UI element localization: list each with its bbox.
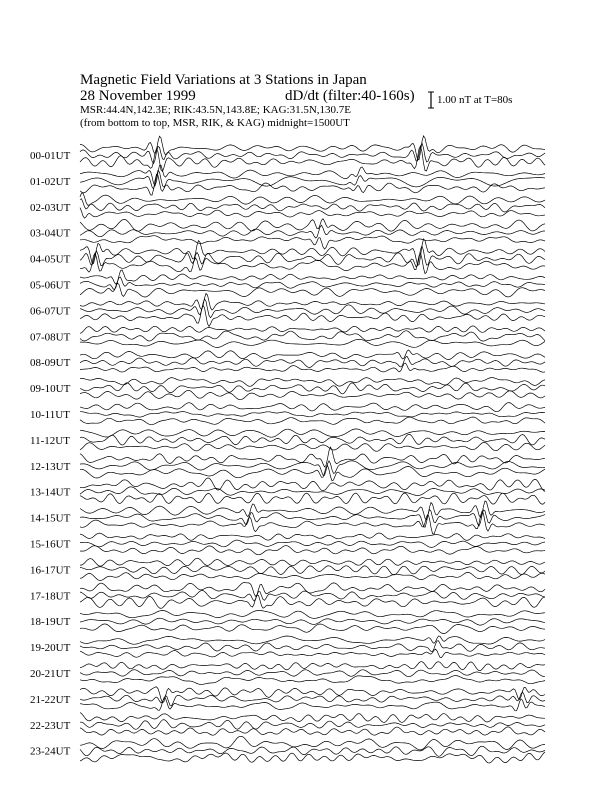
hour-row-label: 12-13UT [30, 460, 71, 473]
trace-rik [80, 246, 545, 267]
trace-kag [80, 326, 545, 333]
hour-row-label: 07-08UT [30, 331, 71, 344]
trace-msr [80, 676, 545, 685]
hour-row-label: 02-03UT [30, 201, 71, 214]
station-traces [80, 136, 545, 763]
hour-row-label: 06-07UT [30, 305, 71, 318]
station-coordinates: MSR:44.4N,142.3E; RIK:43.5N,143.8E; KAG:31.5N,130.7E [80, 104, 352, 116]
trace-msr [80, 624, 545, 634]
scale-bar [428, 92, 434, 108]
hour-row-label: 10-11UT [30, 409, 70, 421]
trace-kag [80, 533, 545, 540]
trace-msr [80, 546, 545, 555]
hour-row-label: 22-23UT [30, 719, 71, 732]
trace-msr [80, 443, 545, 452]
trace-rik [80, 461, 545, 476]
hour-row-label: 13-14UT [30, 486, 71, 499]
trace-msr [80, 493, 545, 504]
trace-msr [80, 339, 545, 347]
trace-rik [80, 591, 545, 601]
trace-rik [80, 641, 545, 652]
trace-rik [80, 566, 545, 575]
hour-row-label: 14-15UT [30, 512, 71, 525]
trace-kag [80, 219, 545, 232]
hour-row-label: 08-09UT [30, 357, 71, 370]
hour-row-label: 09-10UT [30, 383, 71, 396]
hour-row-label: 18-19UT [30, 616, 71, 629]
trace-rik [80, 171, 545, 189]
trace-kag [80, 293, 545, 310]
trace-rik [80, 670, 545, 677]
hour-row-label: 16-17UT [30, 564, 71, 577]
trace-msr [80, 511, 545, 534]
trace-kag [80, 378, 545, 387]
chart-title: Magnetic Field Variations at 3 Stations in Japan [80, 72, 367, 88]
trace-rik [80, 356, 545, 367]
trace-kag [80, 610, 545, 618]
trace-msr [80, 698, 545, 711]
station-order-note: (from bottom to top, MSR, RIK, & KAG) midnight=1500UT [80, 117, 350, 129]
trace-kag [80, 478, 545, 491]
trace-kag [80, 662, 545, 671]
quantity-label: dD/dt (filter:40-160s) [285, 88, 415, 104]
trace-rik [80, 540, 545, 547]
trace-msr [80, 595, 545, 608]
hour-row-label: 19-20UT [30, 642, 71, 655]
trace-kag [80, 350, 545, 360]
trace-kag [80, 447, 545, 467]
trace-rik [80, 331, 545, 341]
trace-msr [80, 146, 545, 172]
trace-kag [80, 736, 545, 750]
hour-row-label: 20-21UT [30, 668, 71, 680]
trace-msr [80, 752, 545, 763]
trace-kag [80, 636, 545, 644]
hour-row-label: 11-12UT [30, 434, 70, 447]
trace-kag [80, 429, 545, 437]
trace-msr [80, 208, 545, 219]
trace-msr [80, 572, 545, 580]
trace-msr [80, 417, 545, 425]
date-label: 28 November 1999 [80, 88, 196, 104]
hour-row-label: 21-22UT [30, 693, 71, 706]
trace-kag [80, 165, 545, 186]
trace-msr [80, 466, 545, 481]
hour-row-label: 04-05UT [30, 253, 71, 266]
trace-msr [80, 236, 545, 249]
trace-msr [80, 390, 545, 399]
trace-msr [80, 174, 545, 195]
hour-row-label: 23-24UT [30, 745, 71, 758]
trace-kag [80, 558, 545, 566]
trace-rik [80, 746, 545, 756]
trace-msr [80, 363, 545, 372]
trace-msr [80, 649, 545, 658]
trace-kag [80, 403, 545, 412]
hour-row-label: 05-06UT [30, 279, 71, 292]
trace-rik [80, 487, 545, 496]
trace-rik [80, 618, 545, 625]
trace-msr [80, 253, 545, 274]
trace-rik [80, 720, 545, 730]
trace-msr [80, 305, 545, 326]
trace-rik [80, 692, 545, 706]
trace-kag [80, 193, 545, 205]
hour-row-labels [30, 150, 71, 758]
trace-rik [80, 412, 545, 418]
scale-bar-label: 1.00 nT at T=80s [437, 94, 513, 106]
hour-row-label: 17-18UT [30, 590, 71, 603]
hour-row-label: 00-01UT [30, 150, 71, 162]
trace-rik [80, 434, 545, 445]
hour-row-label: 01-02UT [30, 175, 71, 188]
trace-kag [80, 713, 545, 723]
hour-row-label: 03-04UT [30, 227, 71, 240]
trace-kag [80, 270, 545, 284]
trace-rik [80, 199, 545, 212]
trace-msr [80, 727, 545, 735]
hour-row-label: 15-16UT [30, 538, 71, 551]
